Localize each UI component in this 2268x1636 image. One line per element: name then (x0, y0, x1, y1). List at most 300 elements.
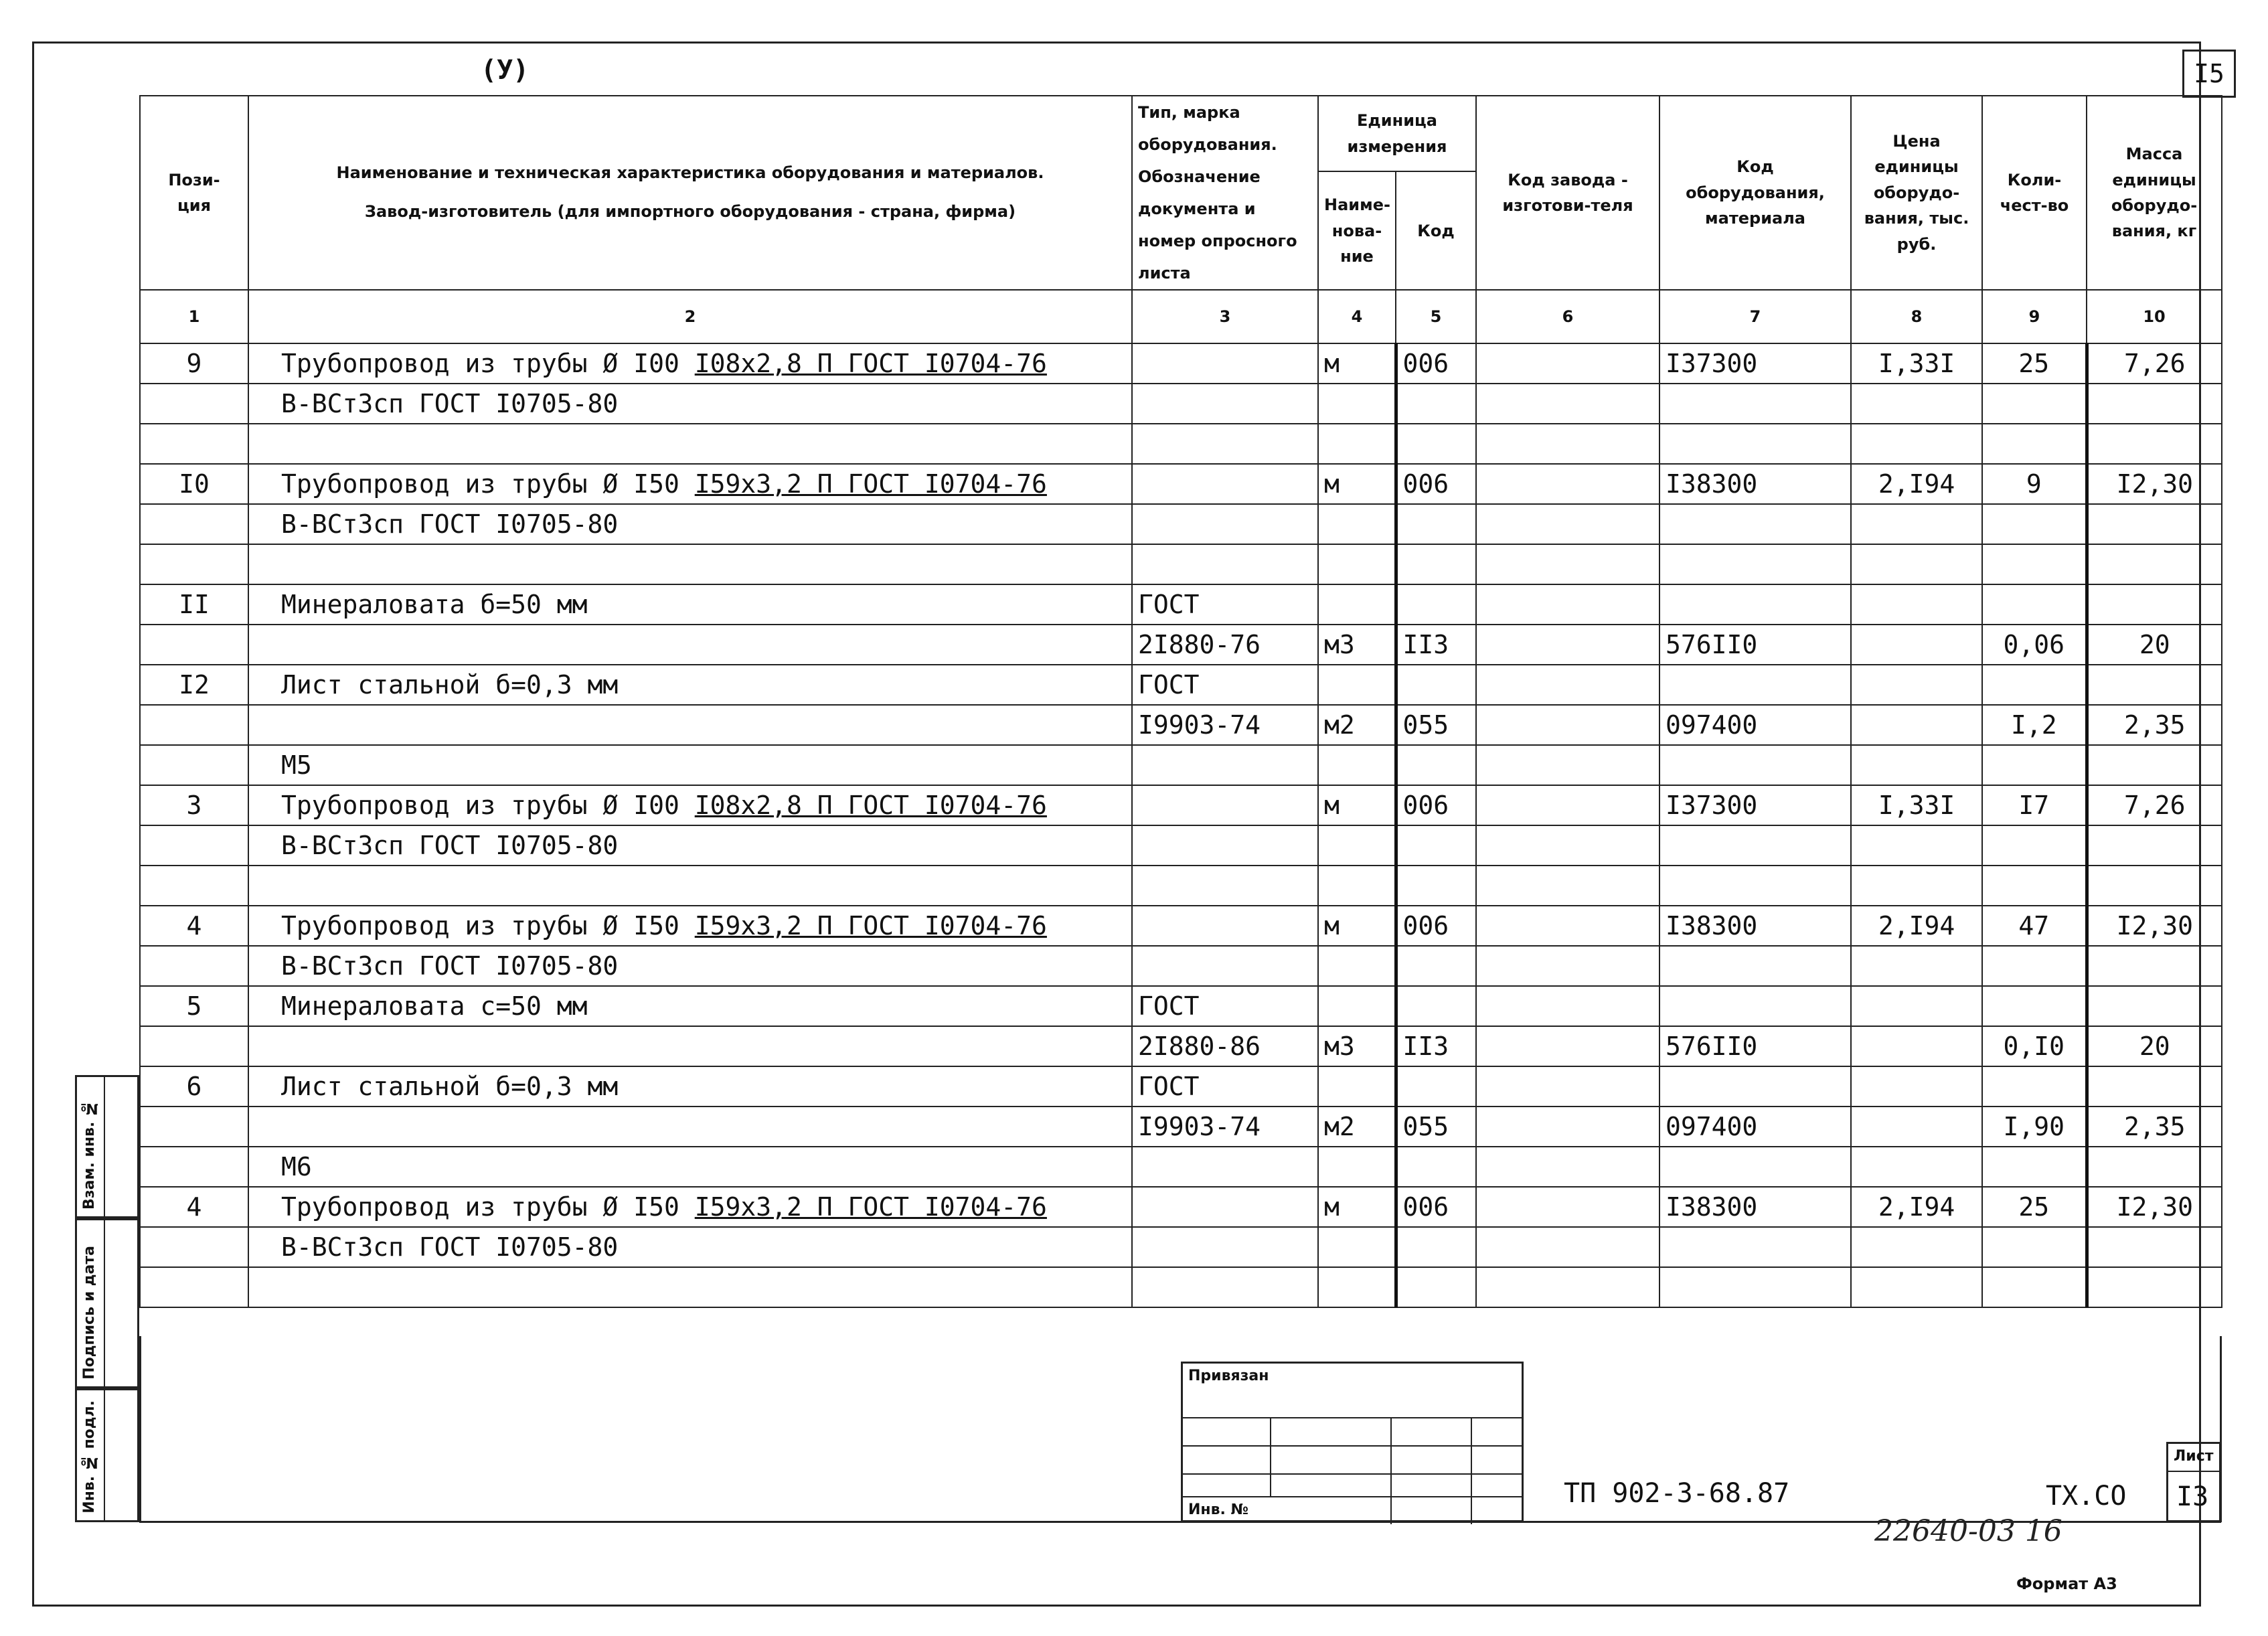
cell-factory-code (1476, 1147, 1659, 1187)
cell-position: 9 (140, 343, 248, 384)
cell-position: 4 (140, 906, 248, 946)
cell-unit-code (1396, 1227, 1476, 1267)
cell-type (1132, 785, 1318, 825)
cell-material-code: I38300 (1659, 464, 1851, 504)
item-name: Лист стальной б=0,3 мм (281, 1072, 619, 1101)
cell-position: 6 (140, 1066, 248, 1107)
cell-unit-name: м2 (1318, 705, 1396, 745)
cell-name (248, 785, 1132, 825)
cell-mass (2087, 1147, 2222, 1187)
cell-name: В-ВСт3сп ГОСТ I0705-80 (248, 504, 1132, 544)
cell-price (1851, 384, 1982, 424)
document-code: ТП 902-3-68.87 (1564, 1478, 1790, 1509)
cell-unit-code: II3 (1396, 625, 1476, 665)
cell-type: ГОСТ (1132, 986, 1318, 1026)
cell-unit-name (1318, 1267, 1396, 1307)
side-replace-inv: Взам. инв. № (75, 1075, 139, 1218)
cell-unit-code (1396, 504, 1476, 544)
cell-type (1132, 384, 1318, 424)
cell-quantity (1982, 946, 2087, 986)
cell-price: I,33I (1851, 785, 1982, 825)
col-num-8: 8 (1851, 290, 1982, 343)
col-num-4: 4 (1318, 290, 1396, 343)
cell-price (1851, 705, 1982, 745)
cell-name (248, 1267, 1132, 1307)
cell-factory-code (1476, 1187, 1659, 1227)
table-row (140, 1267, 2222, 1307)
cell-unit-code (1396, 424, 1476, 464)
cell-factory-code (1476, 343, 1659, 384)
cell-mass (2087, 504, 2222, 544)
cell-name (248, 705, 1132, 745)
cell-unit-code: 055 (1396, 705, 1476, 745)
cell-position (140, 504, 248, 544)
cell-unit-name (1318, 946, 1396, 986)
col-num-2: 2 (248, 290, 1132, 343)
cell-unit-name (1318, 424, 1396, 464)
cell-price (1851, 1026, 1982, 1066)
header-position: Пози- ция (140, 96, 248, 290)
cell-material-code: 097400 (1659, 1107, 1851, 1147)
cell-position (140, 544, 248, 584)
cell-type (1132, 1147, 1318, 1187)
cell-unit-code: II3 (1396, 1026, 1476, 1066)
cell-type (1132, 866, 1318, 906)
handwritten-number: 22640-03 16 (1874, 1514, 2062, 1548)
cell-price (1851, 1227, 1982, 1267)
cell-factory-code (1476, 544, 1659, 584)
header-name: Наименование и техническая характеристика оборудования и материалов. Завод-изготовитель (для импортного оборудования - страна, фирма) (248, 96, 1132, 290)
cell-unit-name: м (1318, 464, 1396, 504)
sheet-box: Лист I3 (2166, 1442, 2221, 1522)
format-label: Формат А3 (2016, 1574, 2117, 1593)
cell-mass (2087, 665, 2222, 705)
cell-factory-code (1476, 1267, 1659, 1307)
cell-price (1851, 625, 1982, 665)
cell-type (1132, 464, 1318, 504)
left-border-lower (139, 1336, 141, 1522)
cell-type: 2I880-86 (1132, 1026, 1318, 1066)
cell-quantity: 47 (1982, 906, 2087, 946)
cell-material-code (1659, 946, 1851, 986)
cell-type (1132, 424, 1318, 464)
cell-factory-code (1476, 906, 1659, 946)
cell-type: ГОСТ (1132, 584, 1318, 625)
cell-quantity (1982, 1066, 2087, 1107)
cell-factory-code (1476, 705, 1659, 745)
cell-mass: I2,30 (2087, 906, 2222, 946)
cell-quantity: 0,06 (1982, 625, 2087, 665)
cell-name (248, 625, 1132, 665)
cell-material-code (1659, 584, 1851, 625)
cell-price (1851, 825, 1982, 866)
header-unit: Единица измерения (1318, 96, 1476, 171)
cell-unit-name (1318, 866, 1396, 906)
table-row (140, 625, 2222, 665)
cell-unit-name (1318, 1066, 1396, 1107)
cell-name (248, 1026, 1132, 1066)
cell-type (1132, 946, 1318, 986)
cell-position: 3 (140, 785, 248, 825)
col-num-1: 1 (140, 290, 248, 343)
sheet-number-top: I5 (2182, 50, 2236, 98)
cell-quantity (1982, 584, 2087, 625)
cell-position: 5 (140, 986, 248, 1026)
table-row (140, 343, 2222, 384)
section-code: ТХ.СО (2046, 1481, 2127, 1511)
cell-mass (2087, 1267, 2222, 1307)
cell-quantity (1982, 384, 2087, 424)
cell-price (1851, 544, 1982, 584)
cell-position: 4 (140, 1187, 248, 1227)
cell-name: В-ВСт3сп ГОСТ I0705-80 (248, 825, 1132, 866)
cell-name (248, 1107, 1132, 1147)
col-num-5: 5 (1396, 290, 1476, 343)
cell-quantity: I,2 (1982, 705, 2087, 745)
cell-position: I2 (140, 665, 248, 705)
cell-type (1132, 825, 1318, 866)
cell-unit-name: м (1318, 343, 1396, 384)
cell-material-code: I38300 (1659, 906, 1851, 946)
table-row (140, 544, 2222, 584)
cell-material-code: I37300 (1659, 343, 1851, 384)
cell-unit-code: 006 (1396, 464, 1476, 504)
cell-position (140, 1107, 248, 1147)
cell-factory-code (1476, 1107, 1659, 1147)
cell-unit-name (1318, 1147, 1396, 1187)
cell-name (248, 986, 1132, 1026)
cell-position (140, 1026, 248, 1066)
cell-material-code (1659, 1066, 1851, 1107)
cell-price (1851, 866, 1982, 906)
cell-unit-code: 006 (1396, 1187, 1476, 1227)
cell-name (248, 866, 1132, 906)
col-num-6: 6 (1476, 290, 1659, 343)
cell-material-code (1659, 745, 1851, 785)
cell-mass: 2,35 (2087, 1107, 2222, 1147)
header-factory-code: Код завода - изготови-теля (1476, 96, 1659, 290)
cell-factory-code (1476, 384, 1659, 424)
cell-material-code: 576II0 (1659, 625, 1851, 665)
cell-price: I,33I (1851, 343, 1982, 384)
cell-material-code: I37300 (1659, 785, 1851, 825)
cell-unit-name: м (1318, 1187, 1396, 1227)
table-row (140, 825, 2222, 866)
item-name: Лист стальной б=0,3 мм (281, 670, 619, 700)
cell-name: В-ВСт3сп ГОСТ I0705-80 (248, 1227, 1132, 1267)
header-quantity: Коли-чест-во (1982, 96, 2087, 290)
binding-stamp: Привязан Инв. № (1181, 1362, 1524, 1522)
cell-mass: I2,30 (2087, 1187, 2222, 1227)
cell-unit-code: 006 (1396, 343, 1476, 384)
cell-type: ГОСТ (1132, 665, 1318, 705)
cell-position (140, 705, 248, 745)
cell-material-code: I38300 (1659, 1187, 1851, 1227)
cell-factory-code (1476, 986, 1659, 1026)
cell-unit-name (1318, 584, 1396, 625)
cell-unit-name (1318, 825, 1396, 866)
cell-factory-code (1476, 625, 1659, 665)
cell-price (1851, 1267, 1982, 1307)
cell-unit-name (1318, 745, 1396, 785)
cell-type: I9903-74 (1132, 1107, 1318, 1147)
cell-unit-name (1318, 504, 1396, 544)
cell-price (1851, 665, 1982, 705)
cell-unit-code (1396, 745, 1476, 785)
table-row (140, 785, 2222, 825)
table-row (140, 1227, 2222, 1267)
cell-name (248, 1187, 1132, 1227)
cell-position: I0 (140, 464, 248, 504)
cell-type (1132, 745, 1318, 785)
cell-quantity (1982, 544, 2087, 584)
cell-mass (2087, 946, 2222, 986)
cell-position: II (140, 584, 248, 625)
cell-price (1851, 424, 1982, 464)
cell-unit-code (1396, 384, 1476, 424)
table-row (140, 1147, 2222, 1187)
cell-price (1851, 504, 1982, 544)
cell-unit-code (1396, 1066, 1476, 1107)
cell-position (140, 1147, 248, 1187)
cell-type (1132, 1267, 1318, 1307)
cell-position (140, 745, 248, 785)
cell-factory-code (1476, 464, 1659, 504)
item-spec: I08x2,8 П ГОСТ I0704-76 (694, 791, 1047, 820)
cell-unit-code (1396, 825, 1476, 866)
cell-unit-code (1396, 866, 1476, 906)
cell-mass (2087, 986, 2222, 1026)
cell-price: 2,I94 (1851, 1187, 1982, 1227)
cell-unit-code: 055 (1396, 1107, 1476, 1147)
cell-material-code (1659, 384, 1851, 424)
header-unit-code: Код (1396, 171, 1476, 290)
cell-type (1132, 343, 1318, 384)
cell-mass (2087, 825, 2222, 866)
cell-name: М6 (248, 1147, 1132, 1187)
table-row (140, 866, 2222, 906)
item-spec: I08x2,8 П ГОСТ I0704-76 (694, 349, 1047, 378)
table-row (140, 986, 2222, 1026)
item-spec: I59x3,2 П ГОСТ I0704-76 (694, 469, 1047, 499)
cell-quantity (1982, 1147, 2087, 1187)
cell-material-code (1659, 1227, 1851, 1267)
table-row (140, 906, 2222, 946)
cell-quantity (1982, 1267, 2087, 1307)
item-name: Трубопровод из трубы Ø I00 (281, 791, 679, 820)
cell-quantity: 25 (1982, 1187, 2087, 1227)
cell-mass: 20 (2087, 625, 2222, 665)
cell-mass (2087, 384, 2222, 424)
cell-quantity (1982, 825, 2087, 866)
cell-type (1132, 504, 1318, 544)
cell-unit-name (1318, 384, 1396, 424)
cell-unit-name (1318, 1227, 1396, 1267)
cell-mass: 7,26 (2087, 785, 2222, 825)
cell-mass: 20 (2087, 1026, 2222, 1066)
cell-material-code: 576II0 (1659, 1026, 1851, 1066)
cell-factory-code (1476, 866, 1659, 906)
item-name: Трубопровод из трубы Ø I50 (281, 469, 679, 499)
cell-type (1132, 906, 1318, 946)
cell-material-code (1659, 544, 1851, 584)
cell-unit-code (1396, 544, 1476, 584)
cell-quantity (1982, 1227, 2087, 1267)
cell-material-code (1659, 1147, 1851, 1187)
cell-name (248, 424, 1132, 464)
cell-factory-code (1476, 785, 1659, 825)
cell-name (248, 544, 1132, 584)
cell-name (248, 906, 1132, 946)
cell-unit-name: м2 (1318, 1107, 1396, 1147)
header-unit-name: Наиме-нова-ние (1318, 171, 1396, 290)
cell-material-code (1659, 866, 1851, 906)
cell-quantity: 0,I0 (1982, 1026, 2087, 1066)
cell-unit-code (1396, 665, 1476, 705)
cell-factory-code (1476, 946, 1659, 986)
cell-position (140, 384, 248, 424)
cell-unit-name (1318, 986, 1396, 1026)
col-num-10: 10 (2087, 290, 2222, 343)
table-row (140, 1107, 2222, 1147)
item-name: Трубопровод из трубы Ø I00 (281, 349, 679, 378)
cell-mass (2087, 584, 2222, 625)
cell-factory-code (1476, 745, 1659, 785)
cell-factory-code (1476, 1227, 1659, 1267)
item-spec: I59x3,2 П ГОСТ I0704-76 (694, 911, 1047, 940)
cell-position (140, 1267, 248, 1307)
cell-unit-code (1396, 986, 1476, 1026)
cell-name: В-ВСт3сп ГОСТ I0705-80 (248, 384, 1132, 424)
cell-unit-name: м3 (1318, 1026, 1396, 1066)
side-original-inv: Инв. № подл. (75, 1388, 139, 1522)
cell-unit-name: м3 (1318, 625, 1396, 665)
specification-table (139, 95, 2222, 1308)
cell-type: 2I880-76 (1132, 625, 1318, 665)
table-row (140, 384, 2222, 424)
table-row (140, 464, 2222, 504)
cell-unit-name: м (1318, 785, 1396, 825)
cell-mass: 7,26 (2087, 343, 2222, 384)
cell-quantity: I7 (1982, 785, 2087, 825)
cell-price (1851, 1107, 1982, 1147)
cell-name: М5 (248, 745, 1132, 785)
cell-type: ГОСТ (1132, 1066, 1318, 1107)
cell-quantity: I,90 (1982, 1107, 2087, 1147)
cell-unit-name (1318, 544, 1396, 584)
cell-factory-code (1476, 424, 1659, 464)
header-mass: Масса единицы оборудо-вания, кг (2087, 96, 2222, 290)
cell-factory-code (1476, 504, 1659, 544)
cell-unit-code: 006 (1396, 906, 1476, 946)
cell-position (140, 866, 248, 906)
cell-factory-code (1476, 1026, 1659, 1066)
cell-mass (2087, 1227, 2222, 1267)
table-row (140, 946, 2222, 986)
table-row (140, 1026, 2222, 1066)
cell-name: В-ВСт3сп ГОСТ I0705-80 (248, 946, 1132, 986)
cell-price (1851, 946, 1982, 986)
col-num-9: 9 (1982, 290, 2087, 343)
cell-price: 2,I94 (1851, 906, 1982, 946)
item-name: Трубопровод из трубы Ø I50 (281, 1192, 679, 1222)
table-row (140, 424, 2222, 464)
cell-price (1851, 745, 1982, 785)
cell-factory-code (1476, 825, 1659, 866)
cell-factory-code (1476, 665, 1659, 705)
cell-material-code: 097400 (1659, 705, 1851, 745)
cell-quantity (1982, 986, 2087, 1026)
cell-unit-code (1396, 946, 1476, 986)
cell-material-code (1659, 424, 1851, 464)
cell-mass (2087, 424, 2222, 464)
cell-name (248, 343, 1132, 384)
table-row (140, 1066, 2222, 1107)
cell-unit-name: м (1318, 906, 1396, 946)
col-num-3: 3 (1132, 290, 1318, 343)
cell-quantity: 9 (1982, 464, 2087, 504)
cell-type: I9903-74 (1132, 705, 1318, 745)
table-row (140, 504, 2222, 544)
cell-mass: 2,35 (2087, 705, 2222, 745)
cell-unit-code (1396, 1267, 1476, 1307)
cell-mass (2087, 544, 2222, 584)
cell-mass (2087, 1066, 2222, 1107)
cell-factory-code (1476, 1066, 1659, 1107)
cell-quantity (1982, 665, 2087, 705)
cell-price (1851, 1147, 1982, 1187)
cell-type (1132, 544, 1318, 584)
col-num-7: 7 (1659, 290, 1851, 343)
cell-quantity (1982, 866, 2087, 906)
cell-type (1132, 1187, 1318, 1227)
cell-type (1132, 1227, 1318, 1267)
mark-label: (У) (481, 55, 530, 86)
cell-material-code (1659, 504, 1851, 544)
cell-unit-code (1396, 584, 1476, 625)
cell-material-code (1659, 986, 1851, 1026)
table-row (140, 584, 2222, 625)
table-row (140, 745, 2222, 785)
cell-mass (2087, 745, 2222, 785)
item-name: Минераловата с=50 мм (281, 991, 588, 1021)
cell-factory-code (1476, 584, 1659, 625)
item-name: Минераловата б=50 мм (281, 590, 588, 619)
cell-quantity (1982, 745, 2087, 785)
cell-position (140, 625, 248, 665)
table-row (140, 1187, 2222, 1227)
cell-name (248, 1066, 1132, 1107)
cell-price (1851, 584, 1982, 625)
cell-position (140, 825, 248, 866)
cell-unit-name (1318, 665, 1396, 705)
cell-position (140, 1227, 248, 1267)
table-row (140, 705, 2222, 745)
item-spec: I59x3,2 П ГОСТ I0704-76 (694, 1192, 1047, 1222)
cell-quantity: 25 (1982, 343, 2087, 384)
header-price: Цена единицы оборудо-вания, тыс. руб. (1851, 96, 1982, 290)
cell-quantity (1982, 424, 2087, 464)
cell-unit-code (1396, 1147, 1476, 1187)
table-row (140, 665, 2222, 705)
cell-position (140, 946, 248, 986)
cell-mass: I2,30 (2087, 464, 2222, 504)
cell-price (1851, 986, 1982, 1026)
cell-price (1851, 1066, 1982, 1107)
cell-material-code (1659, 825, 1851, 866)
header-type: Тип, марка оборудования. Обозначение документа и номер опросного листа (1132, 96, 1318, 290)
cell-material-code (1659, 1267, 1851, 1307)
